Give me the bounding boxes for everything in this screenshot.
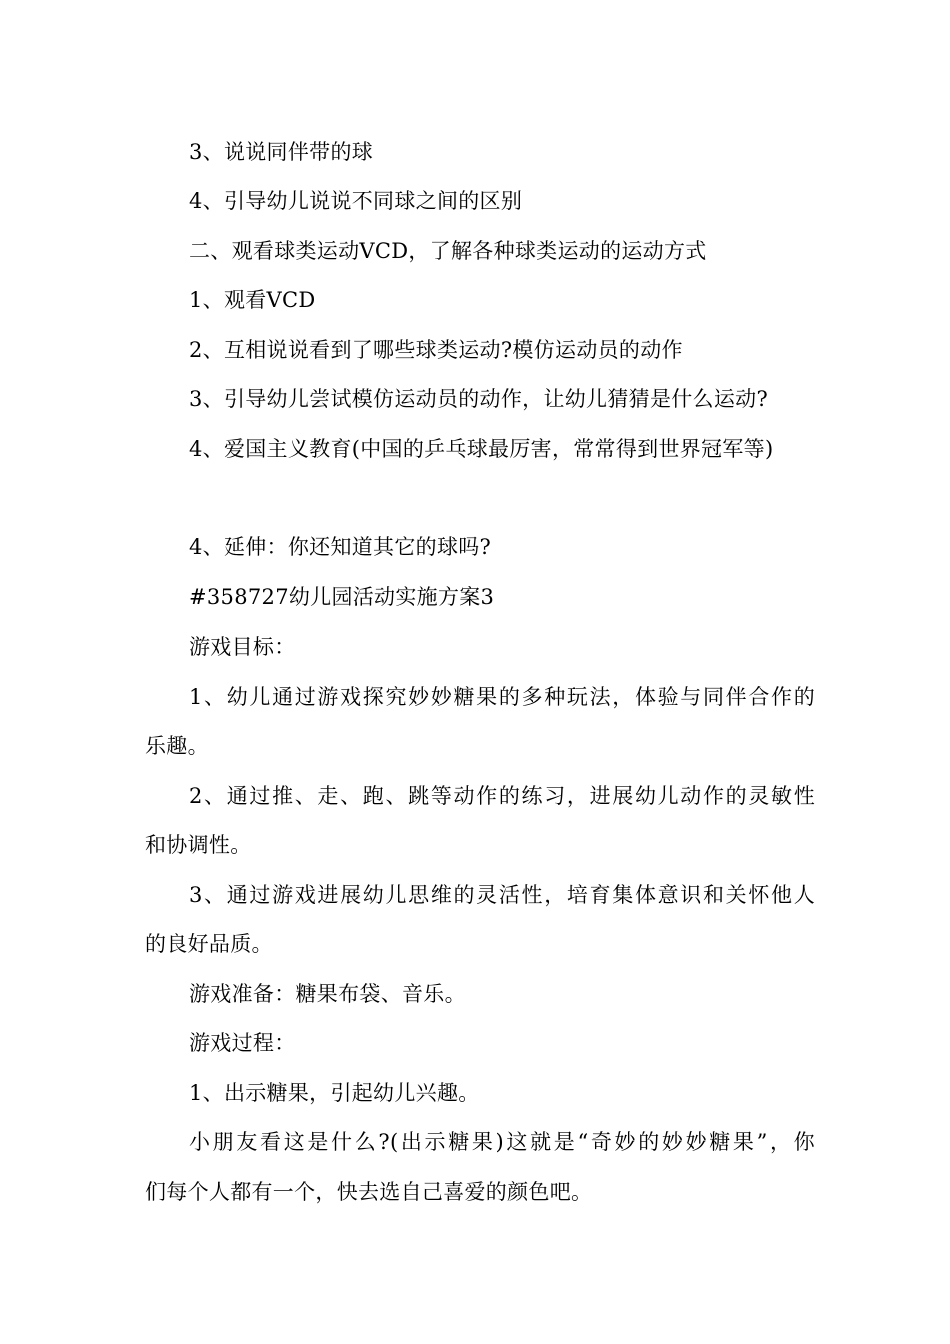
paragraph-line: 的良好品质。 <box>145 932 273 956</box>
paragraph-line: 2、通过推、走、跑、跳等动作的练习，进展幼儿动作的灵敏性 <box>189 784 815 808</box>
text-line: 4、延伸：你还知道其它的球吗? <box>189 535 492 559</box>
paragraph-line: 1、幼儿通过游戏探究妙妙糖果的多种玩法，体验与同伴合作的 <box>189 685 815 709</box>
subheading: 游戏目标： <box>189 635 296 659</box>
text-line: 3、说说同伴带的球 <box>189 140 374 164</box>
text-line: 3、引导幼儿尝试模仿运动员的动作，让幼儿猜猜是什么运动? <box>189 387 769 411</box>
section-title: #358727幼儿园活动实施方案3 <box>189 585 495 609</box>
paragraph-line: 3、通过游戏进展幼儿思维的灵活性，培育集体意识和关怀他人 <box>189 883 815 907</box>
paragraph-line: 们每个人都有一个，快去选自己喜爱的颜色吧。 <box>145 1180 593 1204</box>
subheading: 游戏过程： <box>189 1031 296 1055</box>
paragraph-line: 小朋友看这是什么?(出示糖果)这就是“奇妙的妙妙糖果”，你 <box>189 1130 815 1154</box>
text-line: 4、爱国主义教育(中国的乒乓球最厉害，常常得到世界冠军等) <box>189 437 774 461</box>
text-line: 1、出示糖果，引起幼儿兴趣。 <box>189 1081 480 1105</box>
text-line: 1、观看VCD <box>189 288 316 312</box>
text-line: 2、互相说说看到了哪些球类运动?模仿运动员的动作 <box>189 338 683 362</box>
text-line: 游戏准备：糖果布袋、音乐。 <box>189 982 466 1006</box>
paragraph-line: 乐趣。 <box>145 734 209 758</box>
text-line: 4、引导幼儿说说不同球之间的区别 <box>189 189 523 213</box>
section-heading: 二、观看球类运动VCD，了解各种球类运动的运动方式 <box>189 239 707 263</box>
paragraph-line: 和协调性。 <box>145 833 252 857</box>
